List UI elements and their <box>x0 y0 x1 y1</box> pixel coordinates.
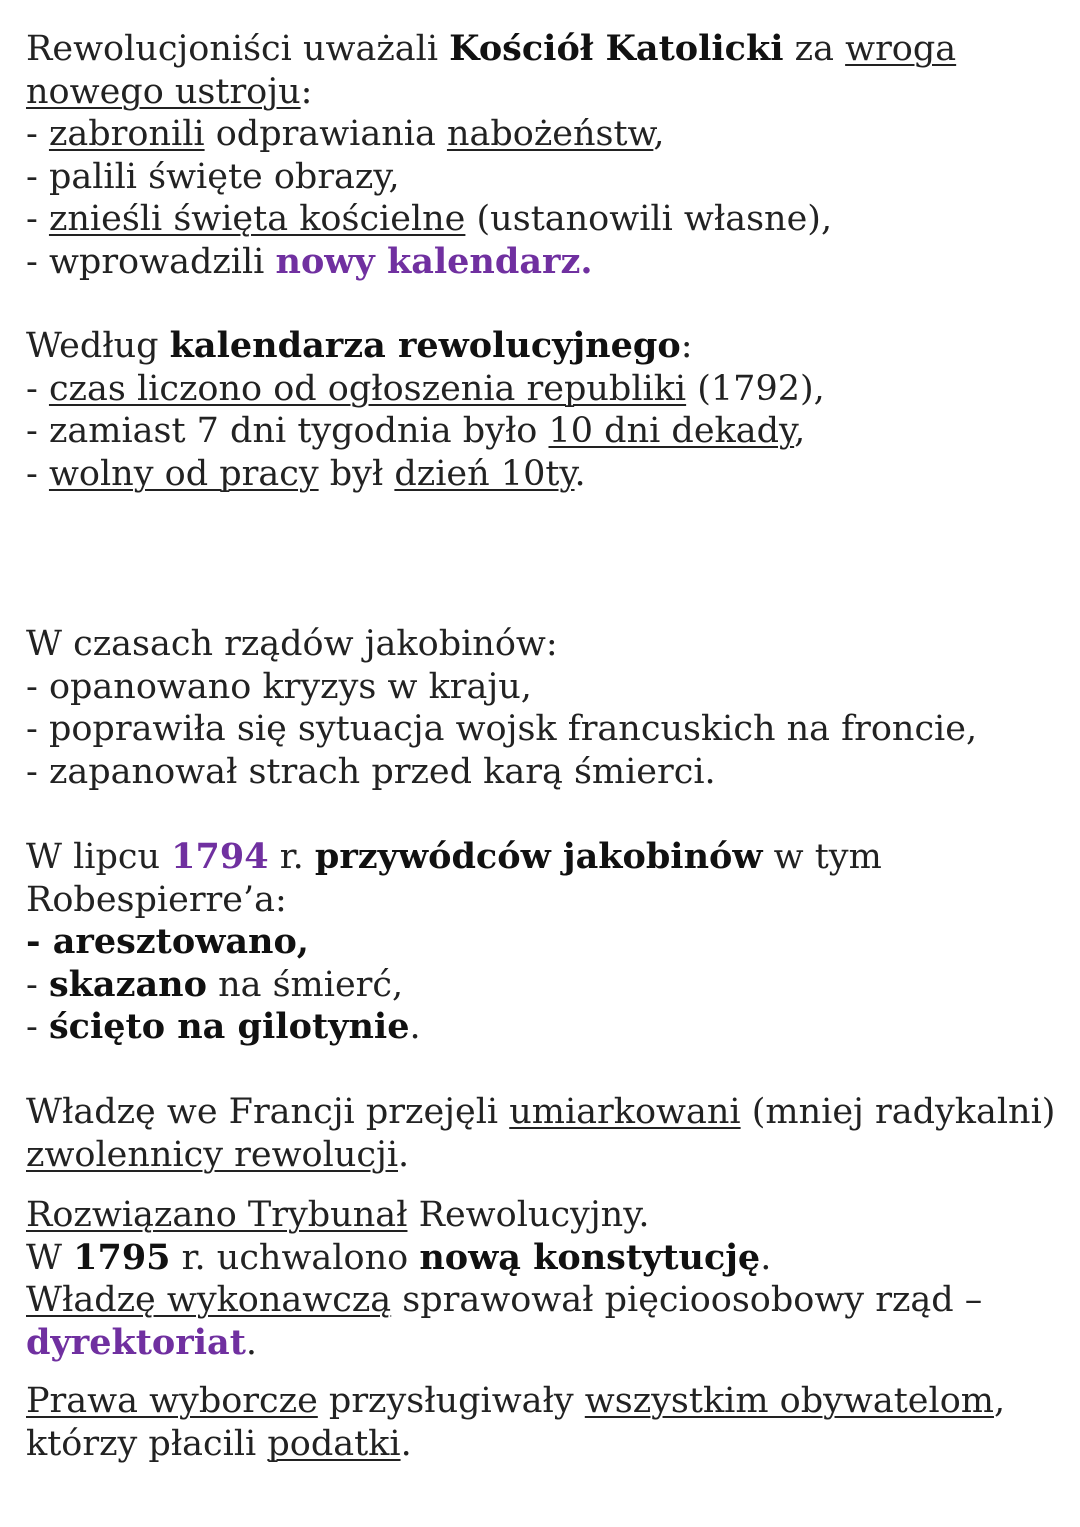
text: : <box>300 71 313 112</box>
year: 1795 <box>73 1236 171 1278</box>
dash: - <box>26 368 49 409</box>
moderates-section <box>26 1091 1060 1176</box>
text: . <box>400 1423 412 1464</box>
bold-term: nową konstytucję <box>419 1236 761 1278</box>
underlined-term: dzień 10ty <box>394 453 575 494</box>
text: , którzy płacili <box>26 1381 1006 1464</box>
list-item: - aresztowano, <box>26 921 309 962</box>
bold-term: ścięto na gilotynie <box>48 1006 410 1047</box>
dash: - <box>26 964 49 1005</box>
list-item <box>26 410 1060 453</box>
text: odprawiania <box>204 114 447 154</box>
text: Rewolucyjny. <box>407 1195 650 1235</box>
bold-term: przywódców jakobinów <box>314 836 763 877</box>
underlined-term: Prawa wyborcze <box>26 1381 318 1421</box>
text: , <box>794 411 806 451</box>
text: - wprowadzili <box>26 241 276 282</box>
text: Rewolucjoniści uważali <box>26 29 450 69</box>
bold-term: skazano <box>48 963 207 1005</box>
section-line <box>26 1194 1060 1237</box>
paragraph <box>26 1091 1060 1176</box>
text: na śmierć, <box>206 964 404 1005</box>
list-item: - opanowano kryzys w kraju, <box>26 666 532 707</box>
section-line: Robespierre’a: <box>26 879 287 920</box>
text: przysługiwały <box>317 1381 585 1421</box>
text: . <box>574 453 586 494</box>
list-item <box>26 368 1060 411</box>
voting-section <box>26 1380 1060 1465</box>
constitution-section <box>26 1194 1060 1364</box>
list-item <box>26 241 1060 284</box>
text: (ustanowili własne), <box>465 199 833 239</box>
text: . <box>760 1237 772 1278</box>
underlined-term: wszystkim obywatelom <box>584 1381 994 1421</box>
text: . <box>398 1134 410 1175</box>
text: W <box>26 1237 74 1278</box>
underlined-term: nabożeństw <box>446 114 654 154</box>
highlight-term: dyrektoriat <box>26 1321 246 1363</box>
text: - zamiast 7 dni tygodnia było <box>26 411 549 451</box>
church-section <box>26 28 1060 283</box>
list-item: - poprawiła się sytuacja wojsk francuskich na froncie, <box>26 709 978 749</box>
underlined-term: zabronili <box>48 114 205 154</box>
paragraph <box>26 1380 1060 1465</box>
text: . <box>245 1322 258 1363</box>
underlined-term: czas liczono od ogłoszenia republiki <box>48 368 687 409</box>
dash: - <box>26 114 49 154</box>
underlined-term: umiarkowani <box>509 1092 741 1132</box>
july-1794-section <box>26 836 1060 1049</box>
text: Według <box>26 326 170 366</box>
underlined-term: podatki <box>267 1423 401 1464</box>
dash: - <box>26 1007 49 1047</box>
highlight-term: nowy kalendarz <box>275 240 581 282</box>
text: . <box>580 240 593 282</box>
section-line <box>26 1237 1060 1280</box>
calendar-intro <box>26 325 1060 368</box>
list-item <box>26 113 1060 156</box>
text: W lipcu <box>26 837 172 877</box>
underlined-term: Rozwiązano Trybunał <box>26 1195 408 1235</box>
underlined-term: znieśli święta kościelne <box>48 199 466 239</box>
section-line <box>26 836 1060 879</box>
text: , <box>653 114 665 154</box>
section-line <box>26 1322 1060 1365</box>
underlined-term: Władzę wykonawczą <box>26 1280 392 1320</box>
text: w tym <box>762 837 882 877</box>
list-item: - zapanował strach przed karą śmierci. <box>26 751 716 792</box>
underlined-term: 10 dni dekady <box>548 411 795 451</box>
calendar-section <box>26 325 1060 495</box>
list-item <box>26 1006 1060 1049</box>
text: . <box>409 1007 421 1047</box>
text: r. <box>268 837 315 877</box>
list-item: - palili święte obrazy, <box>26 156 400 197</box>
underlined-term: wolny od pracy <box>48 453 319 494</box>
section-line <box>26 1279 1060 1322</box>
jacobins-intro: W czasach rządów jakobinów: <box>26 624 558 664</box>
text: sprawował pięcioosobowy rząd – <box>391 1280 983 1320</box>
church-intro <box>26 28 1060 113</box>
enemy-term: wroga nowego ustroju <box>26 29 957 112</box>
year: 1794 <box>171 836 269 877</box>
bold-term: kalendarza rewolucyjnego <box>169 325 681 366</box>
text: r. uchwalono <box>170 1237 420 1278</box>
list-item <box>26 964 1060 1007</box>
jacobins-section <box>26 623 1060 793</box>
text: : <box>680 326 693 366</box>
underlined-term: zwolennicy rewolucji <box>26 1134 399 1175</box>
text: Władzę we Francji przejęli <box>26 1092 510 1132</box>
list-item <box>26 198 1060 241</box>
list-item <box>26 453 1060 496</box>
text: był <box>318 453 395 494</box>
dash: - <box>26 453 49 494</box>
text: (mniej radykalni) <box>740 1092 1056 1132</box>
text: (1792), <box>686 368 825 409</box>
church-term: Kościół Katolicki <box>449 28 784 69</box>
text: za <box>783 29 846 69</box>
dash: - <box>26 199 49 239</box>
